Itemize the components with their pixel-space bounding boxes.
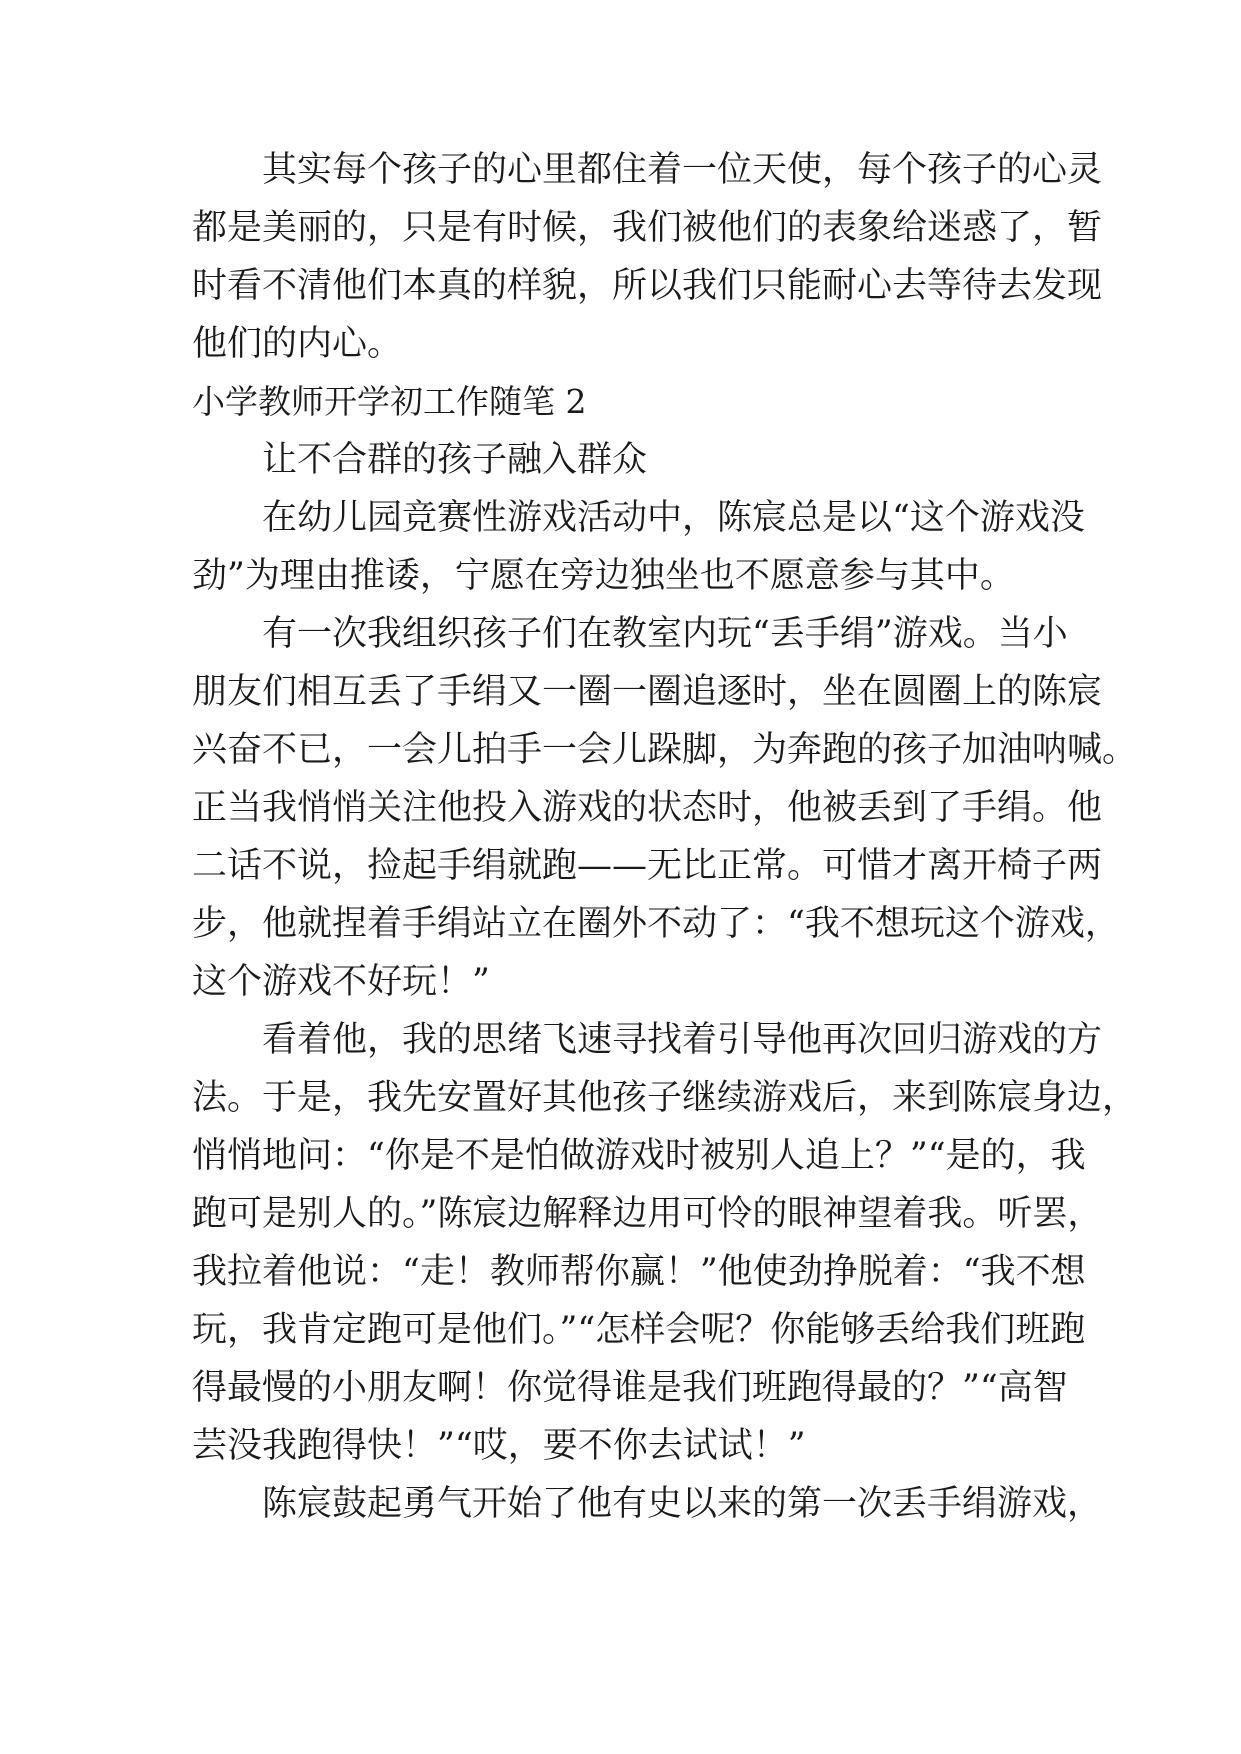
paragraph-line: 朋友们相互丢了手绢又一圈一圈追逐时，坐在圆圈上的陈宸 — [192, 672, 1103, 712]
paragraph-line: 其实每个孩子的心里都住着一位天使，每个孩子的心灵 — [262, 150, 1103, 190]
paragraph-line: 看着他，我的思绪飞速寻找着引导他再次回归游戏的方 — [262, 1020, 1103, 1060]
paragraph-line: 都是美丽的，只是有时候，我们被他们的表象给迷惑了，暂 — [192, 208, 1103, 248]
paragraph-line: 正当我悄悄关注他投入游戏的状态时，他被丢到了手绢。他 — [192, 788, 1103, 828]
paragraph-line: 跑可是别人的。”陈宸边解释边用可怜的眼神望着我。听罢， — [192, 1194, 1103, 1234]
paragraph-line: 玩，我肯定跑可是他们。”“怎样会呢？你能够丢给我们班跑 — [192, 1310, 1086, 1350]
paragraph-line: 时看不清他们本真的样貌，所以我们只能耐心去等待去发现 — [192, 266, 1103, 306]
paragraph-line: 得最慢的小朋友啊！你觉得谁是我们班跑得最的？”“高智 — [192, 1368, 1068, 1408]
paragraph-line: 在幼儿园竞赛性游戏活动中，陈宸总是以“这个游戏没 — [262, 498, 1085, 538]
paragraph-line: 悄悄地问：“你是不是怕做游戏时被别人追上？”“是的，我 — [192, 1136, 1086, 1176]
paragraph-line: 劲”为理由推诿，宁愿在旁边独坐也不愿意参与其中。 — [192, 556, 1015, 596]
paragraph-line: 步，他就捏着手绢站立在圈外不动了：“我不想玩这个游戏， — [192, 904, 1120, 944]
paragraph-line: 陈宸鼓起勇气开始了他有史以来的第一次丢手绢游戏， — [262, 1484, 1103, 1524]
paragraph-line: 兴奋不已，一会儿拍手一会儿跺脚，为奔跑的孩子加油呐喊。 — [192, 730, 1138, 770]
paragraph-line: 他们的内心。 — [192, 324, 403, 364]
section-subtitle: 让不合群的孩子融入群众 — [262, 440, 648, 480]
paragraph-line: 芸没我跑得快！”“哎，要不你去试试！” — [192, 1426, 806, 1466]
paragraph-line: 我拉着他说：“走！教师帮你赢！”他使劲挣脱着：“我不想 — [192, 1252, 1086, 1292]
paragraph-line: 有一次我组织孩子们在教室内玩“丢手绢”游戏。当小 — [262, 614, 1068, 654]
section-title: 小学教师开学初工作随笔 2 — [192, 382, 587, 421]
paragraph-line: 这个游戏不好玩！” — [192, 962, 490, 1002]
paragraph-line: 法。于是，我先安置好其他孩子继续游戏后，来到陈宸身边， — [192, 1078, 1138, 1118]
paragraph-line: 二话不说，捡起手绢就跑——无比正常。可惜才离开椅子两 — [192, 846, 1103, 886]
